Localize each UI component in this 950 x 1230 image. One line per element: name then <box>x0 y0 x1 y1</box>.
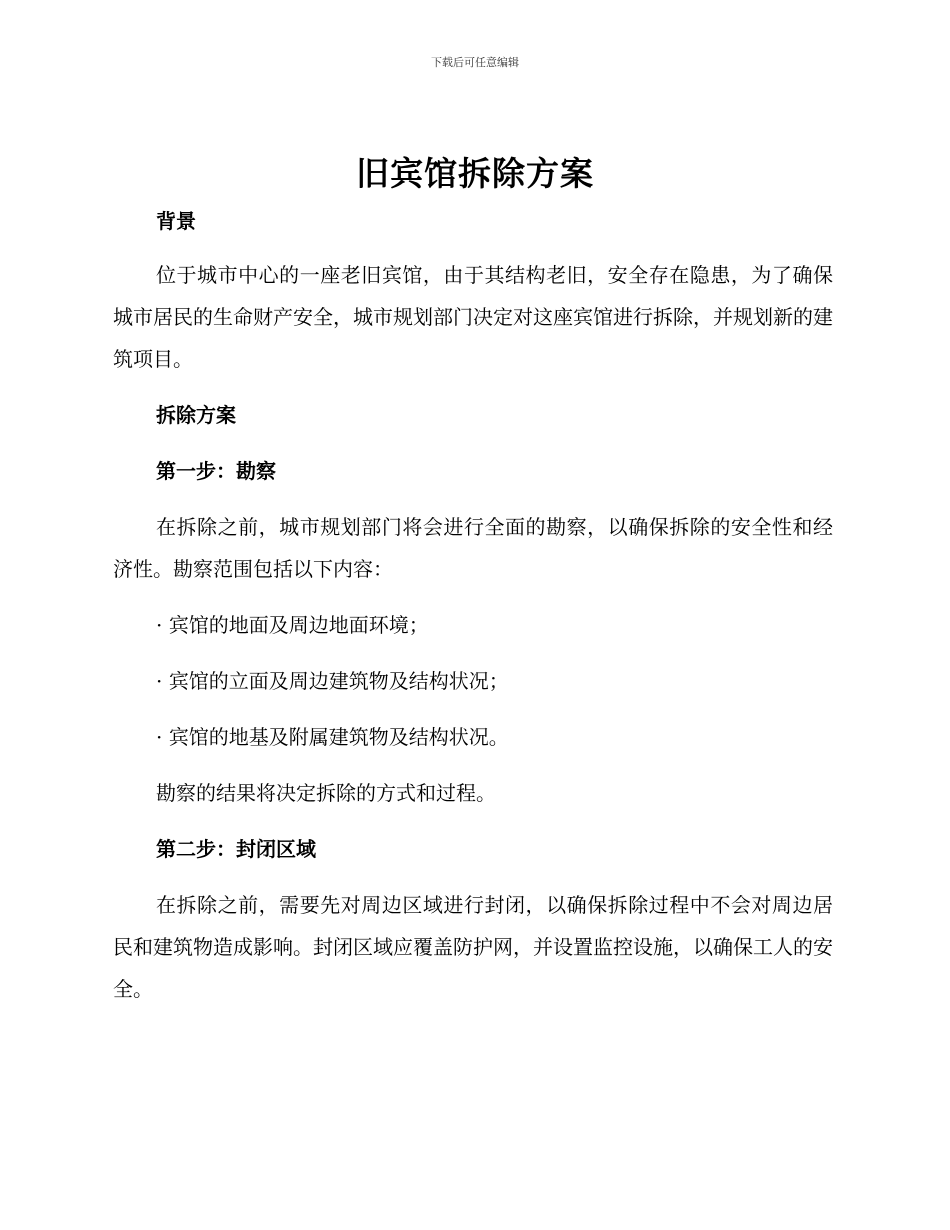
document-body <box>113 200 833 1010</box>
list-item: · 宾馆的地基及附属建筑物及结构状况。 <box>156 725 509 749</box>
section-heading-step2: 第二步：封闭区域 <box>156 837 316 861</box>
section-heading-background: 背景 <box>156 209 196 233</box>
document-title: 旧宾馆拆除方案 <box>356 154 594 193</box>
paragraph-step1-result: 勘察的结果将决定拆除的方式和过程。 <box>156 781 496 805</box>
paragraph-background: 位于城市中心的一座老旧宾馆，由于其结构老旧，安全存在隐患，为了确保城市居民的生命财产安全，城市规划部门决定对这座宾馆进行拆除，并规划新的建筑项目。 <box>113 263 833 371</box>
paragraph-step2: 在拆除之前，需要先对周边区域进行封闭，以确保拆除过程中不会对周边居民和建筑物造成影响。封闭区域应覆盖防护网，并设置监控设施，以确保工人的安全。 <box>113 893 833 1001</box>
list-item: · 宾馆的地面及周边地面环境； <box>156 613 429 637</box>
section-heading-step1: 第一步：勘察 <box>156 459 276 483</box>
section-heading-plan: 拆除方案 <box>156 403 236 427</box>
header-note: 下载后可任意编辑 <box>431 56 519 69</box>
list-item: · 宾馆的立面及周边建筑物及结构状况； <box>156 669 509 693</box>
paragraph-step1: 在拆除之前，城市规划部门将会进行全面的勘察，以确保拆除的安全性和经济性。勘察范围包括以下内容： <box>113 515 833 581</box>
